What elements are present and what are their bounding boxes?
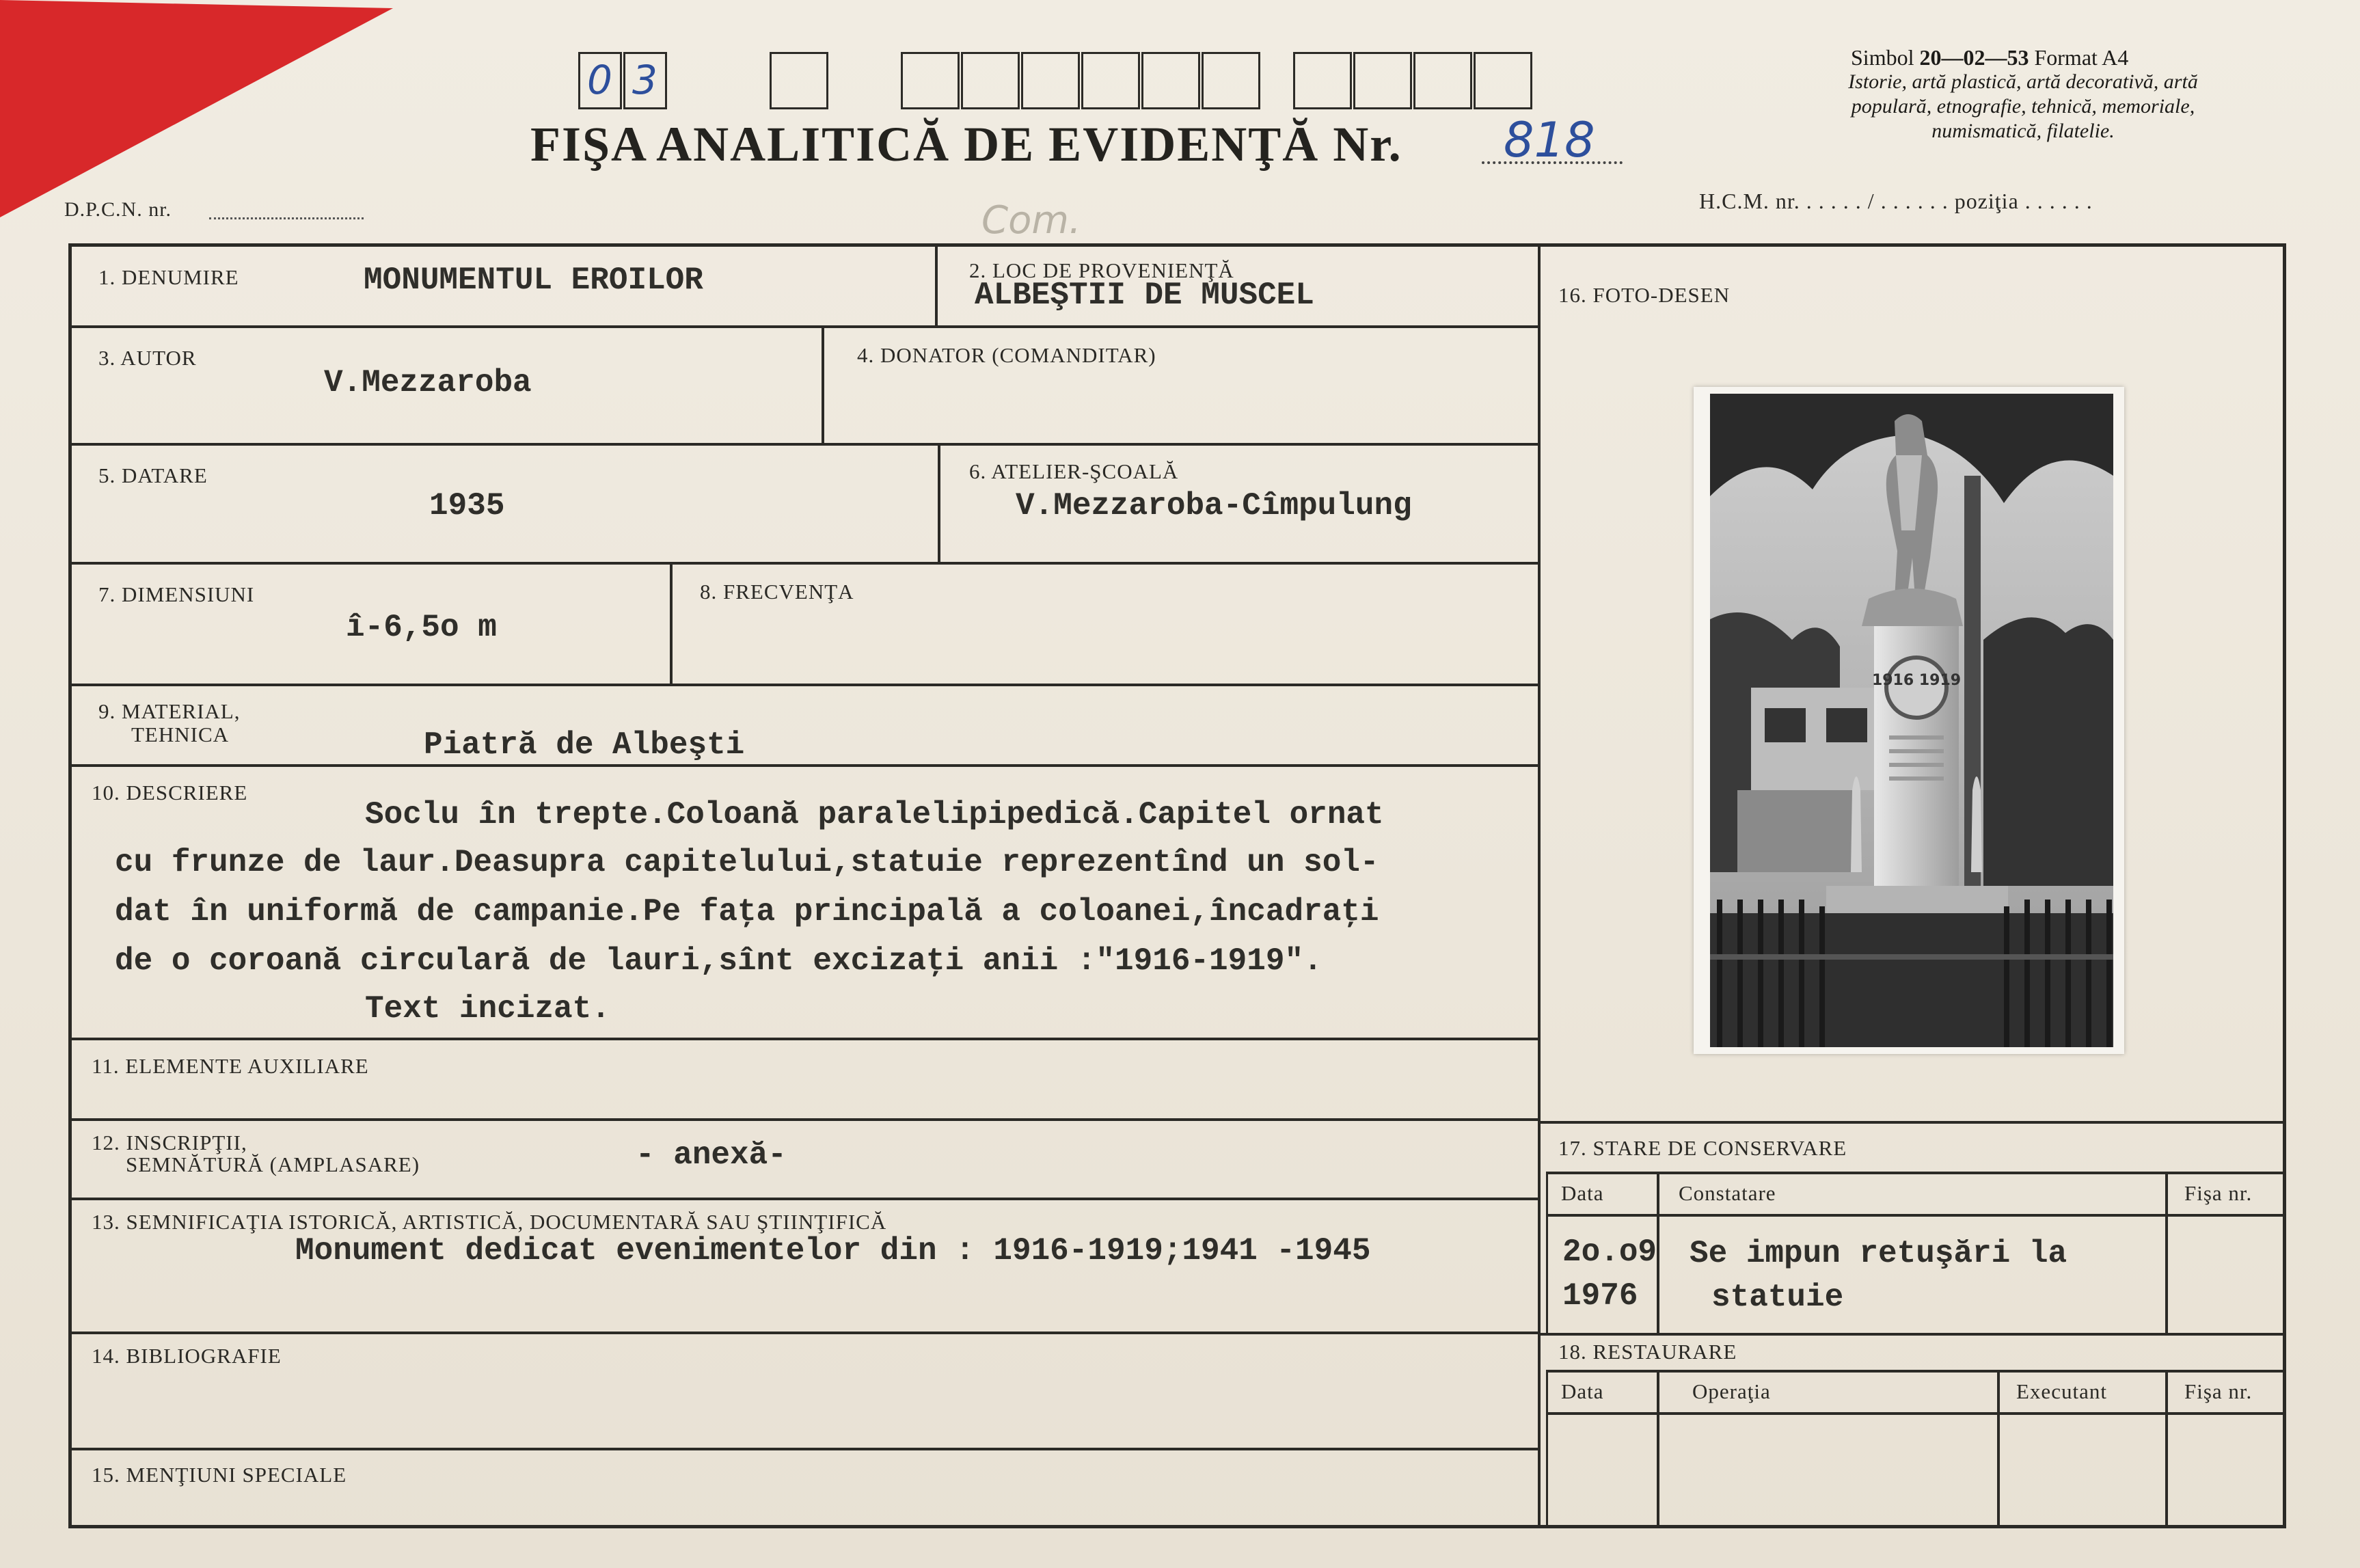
semnificatia-label: 13. SEMNIFICAŢIA ISTORICĂ, ARTISTICĂ, DOCUMENTARĂ SAU ŞTIINŢIFICĂ: [92, 1210, 887, 1234]
code-box-12: [1413, 52, 1472, 109]
dpcn-label: D.P.C.N. nr.: [64, 198, 172, 221]
rule-r4: [1538, 1333, 2286, 1336]
atelier-value: V.Mezzaroba-Cîmpulung: [1016, 488, 1412, 524]
dimensiuni-value: î-6,5o m: [346, 610, 497, 645]
categories-line-3: numismatică, filatelie.: [1931, 120, 2115, 142]
rule-2: [68, 443, 1538, 446]
stare-date-2: 1976: [1562, 1278, 1638, 1314]
material-value: Piatră de Albeşti: [424, 727, 745, 763]
loc-value: ALBEŞTII DE MUSCEL: [975, 278, 1314, 313]
datare-label: 5. DATARE: [98, 463, 208, 487]
categories-line-1: Istorie, artă plastică, artă decorativă, artă: [1848, 70, 2198, 93]
autor-label: 3. AUTOR: [98, 346, 197, 370]
rest-header-fisa: Fişa nr.: [2184, 1379, 2253, 1403]
inscriptii-label: [92, 1132, 420, 1176]
material-label-2: TEHNICA: [131, 722, 230, 746]
descriere-line-3: dat în uniformă de campanie.Pe faţa principală a coloanei,încadraţi: [115, 894, 1379, 930]
title-number: 818: [1504, 112, 1595, 168]
categories-block: [1750, 70, 2296, 144]
rest-sep-3: [2165, 1370, 2168, 1528]
monument-photo: [1710, 394, 2113, 1047]
dimensiuni-label: 7. DIMENSIUNI: [98, 582, 255, 606]
rule-4: [68, 684, 1538, 686]
code-box-2: [623, 52, 667, 109]
photo-plaque-text: 1916 1919: [1871, 672, 1962, 689]
semnificatia-value: Monument dedicat evenimentelor din : 1916-1919;1941 -1945: [295, 1233, 1371, 1269]
sep-5-6: [938, 443, 940, 562]
bibliografie-label: 14. BIBLIOGRAFIE: [92, 1344, 282, 1368]
code-box-6: [1021, 52, 1080, 109]
handwritten-note: Com.: [981, 198, 1081, 243]
stare-label: 17. STARE DE CONSERVARE: [1558, 1136, 1847, 1160]
rule-6: [68, 1038, 1538, 1040]
stare-header-data: Data: [1561, 1181, 1604, 1205]
code-box-11: [1353, 52, 1412, 109]
elemente-label: 11. ELEMENTE AUXILIARE: [92, 1054, 369, 1078]
rule-5: [68, 764, 1538, 767]
sep-1-2: [935, 243, 938, 325]
material-label-1: 9. MATERIAL,: [98, 699, 241, 723]
restaurare-label: 18. RESTAURARE: [1558, 1340, 1737, 1364]
stare-date-1: 2o.o9: [1562, 1234, 1657, 1270]
descriere-line-2: cu frunze de laur.Deasupra capitelului,statuie reprezentînd un sol-: [115, 845, 1379, 880]
red-corner-tab: [0, 0, 396, 219]
autor-value: V.Mezzaroba: [324, 365, 532, 401]
descriere-line-4: de o coroană circulară de lauri,sînt excizaţi anii :"1916-1919".: [115, 943, 1323, 979]
inscriptii-label-1: 12. INSCRIPŢII,: [92, 1131, 247, 1154]
simbol-label: Simbol: [1851, 45, 1914, 70]
code-box-10: [1293, 52, 1352, 109]
categories-line-2: populară, etnografie, tehnică, memoriale,: [1851, 95, 2195, 118]
page-title: [530, 116, 1402, 173]
code-box-5: [961, 52, 1020, 109]
rest-left: [1546, 1370, 1548, 1528]
mentiuni-label: 15. MENŢIUNI SPECIALE: [92, 1463, 347, 1487]
sep-3-4: [822, 325, 824, 443]
rest-sep-2: [1997, 1370, 2000, 1528]
dpcn-dots: [209, 217, 364, 219]
rest-header-data: Data: [1561, 1379, 1604, 1403]
code-digit-2: 3: [632, 57, 657, 103]
rule-9: [68, 1332, 1538, 1334]
stare-sep-2: [2165, 1172, 2168, 1333]
descriere-label: 10. DESCRIERE: [92, 781, 248, 805]
inscriptii-value: - anexă-: [636, 1137, 787, 1173]
code-box-4: [901, 52, 960, 109]
stare-text-1: Se impun retuşări la: [1690, 1236, 2067, 1271]
hcm-label: H.C.M. nr. . . . . . / . . . . . . poziţia . . . . . .: [1699, 189, 2093, 213]
simbol-line: [1851, 45, 2128, 70]
stare-sep-1: [1657, 1172, 1659, 1333]
frecventa-label: 8. FRECVENŢA: [700, 580, 854, 604]
photo-mount: [1694, 387, 2124, 1054]
atelier-label: 6. ATELIER-ŞCOALĂ: [969, 459, 1179, 483]
rule-10: [68, 1448, 1538, 1450]
code-box-3: [770, 52, 828, 109]
datare-value: 1935: [429, 488, 505, 524]
code-box-1: [578, 52, 622, 109]
rule-3: [68, 562, 1538, 565]
code-box-7: [1081, 52, 1140, 109]
descriere-line-1: Soclu în trepte.Coloană paralelipipedică.Capitel ornat: [365, 797, 1384, 833]
denumire-label: 1. DENUMIRE: [98, 265, 239, 289]
format-label: Format A4: [2034, 45, 2129, 70]
material-label: [98, 700, 240, 746]
stare-header-constatare: Constatare: [1679, 1181, 1776, 1205]
rest-header-operatia: Operaţia: [1692, 1379, 1771, 1403]
descriere-line-5: Text incizat.: [365, 991, 610, 1027]
panel-divider: [1538, 243, 1541, 1528]
foto-label: 16. FOTO-DESEN: [1558, 283, 1731, 307]
rule-r1: [1538, 1121, 2286, 1124]
stare-left: [1546, 1172, 1548, 1333]
code-digit-1: 0: [587, 57, 612, 103]
denumire-value: MONUMENTUL EROILOR: [364, 262, 703, 298]
stare-header-fisa: Fişa nr.: [2184, 1181, 2253, 1205]
rest-sep-1: [1657, 1370, 1659, 1528]
sep-7-8: [670, 562, 673, 684]
donator-label: 4. DONATOR (COMANDITAR): [857, 343, 1156, 367]
title-text: FIŞA ANALITICĂ DE EVIDENŢĂ Nr.: [530, 117, 1402, 172]
inscriptii-label-2: SEMNĂTURĂ (AMPLASARE): [126, 1152, 420, 1176]
stare-text-2: statuie: [1711, 1280, 1844, 1315]
loc-label: 2. LOC DE PROVENIENŢĂ: [969, 258, 1234, 282]
code-box-9: [1202, 52, 1260, 109]
rule-7: [68, 1118, 1538, 1121]
code-box-13: [1474, 52, 1532, 109]
rest-header-executant: Executant: [2016, 1379, 2107, 1403]
simbol-code: 20—02—53: [1919, 45, 2029, 70]
rule-1: [68, 325, 1538, 328]
rule-8: [68, 1198, 1538, 1200]
code-box-8: [1141, 52, 1200, 109]
